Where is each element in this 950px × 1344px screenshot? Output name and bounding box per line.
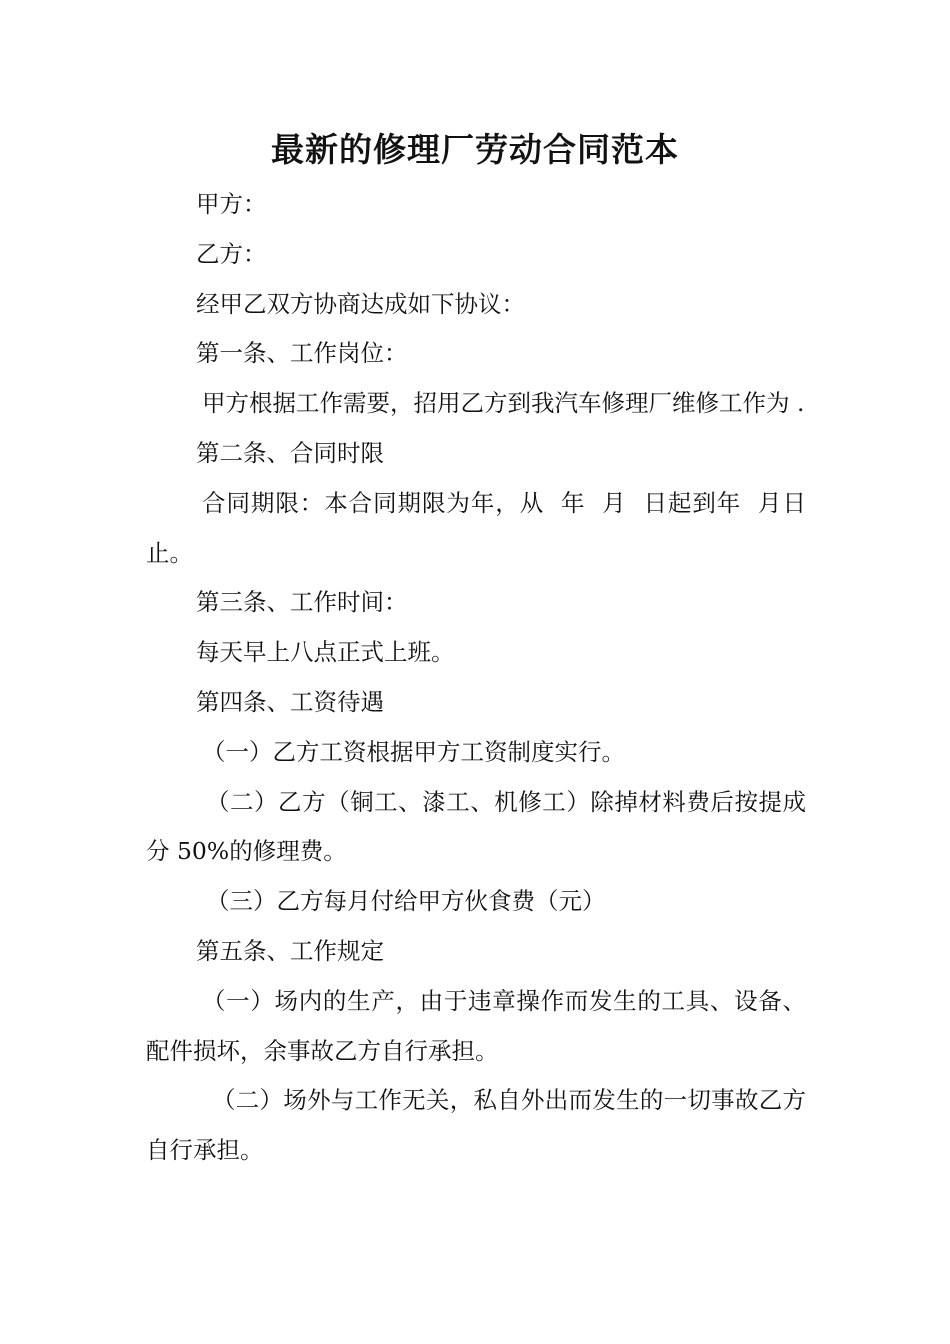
- party-a-line: 甲方：: [196, 190, 267, 218]
- article-5-item-2: （二）场外与工作无关，私自外出而发生的一切事故乙方自行承担。: [146, 1086, 806, 1165]
- document-title: 最新的修理厂劳动合同范本: [271, 130, 679, 169]
- article-2-text: 合同期限：本合同期限为年，从 年 月 日起到年 月日止。: [146, 488, 806, 567]
- article-4-item-1: （一）乙方工资根据甲方工资制度实行。: [202, 737, 625, 766]
- article-5-item-1: （一）场内的生产，由于违章操作而发生的工具、设备、配件损坏，余事故乙方自行承担。: [146, 986, 806, 1065]
- article-1-text: 甲方根据工作需要，招用乙方到我汽车修理厂维修工作为 .: [202, 389, 805, 418]
- article-2-heading: 第二条、合同时限: [196, 438, 384, 467]
- article-3-heading: 第三条、工作时间：: [196, 588, 408, 617]
- article-4-item-3: （三）乙方每月付给甲方伙食费（元）: [206, 887, 606, 916]
- article-4-item-2: （二）乙方（铜工、漆工、机修工）除掉材料费后按提成分 50%的修理费。: [146, 787, 806, 866]
- article-4-heading: 第四条、工资待遇: [196, 687, 384, 716]
- article-5-heading: 第五条、工作规定: [196, 936, 384, 965]
- article-1-heading: 第一条、工作岗位：: [196, 339, 408, 368]
- article-3-text: 每天早上八点正式上班。: [196, 638, 455, 667]
- agreement-intro: 经甲乙双方协商达成如下协议：: [196, 289, 525, 318]
- document-body: [146, 180, 806, 1176]
- party-b-line: 乙方：: [196, 239, 267, 268]
